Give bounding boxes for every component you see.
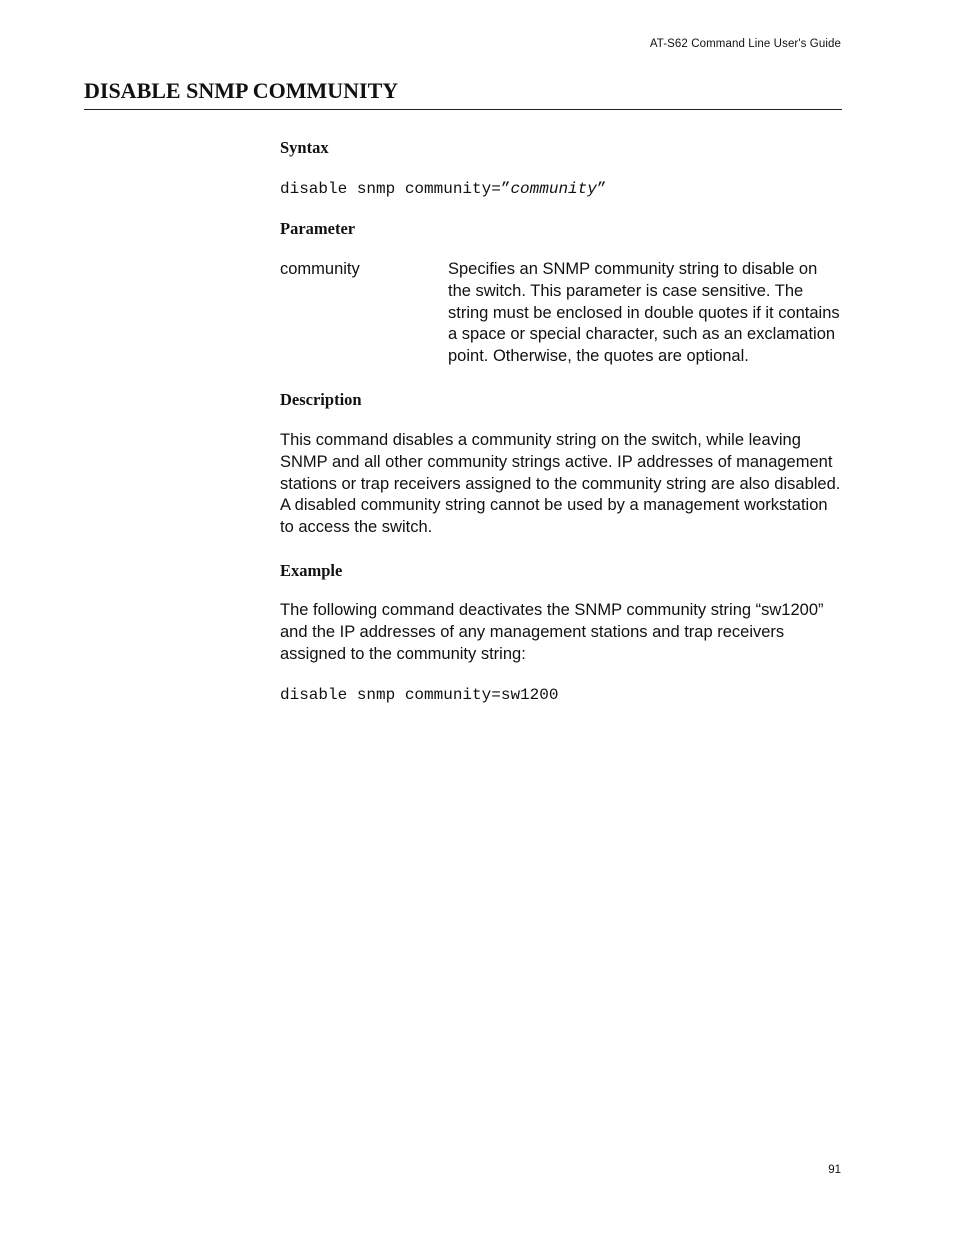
running-header: AT-S62 Command Line User's Guide (649, 38, 841, 50)
title-rule (84, 109, 842, 110)
parameter-name: community (280, 260, 360, 278)
example-text: The following command deactivates the SNMP community string “sw1200” and the IP addresses of any management stations and trap receivers assigned to the community string: (280, 600, 824, 663)
parameter-heading: Parameter (280, 219, 356, 238)
parameter-description: Specifies an SNMP community string to disable on the switch. This parameter is case sensitive. The string must be enclosed in double quotes if it contains a space or special character, such as an exclamation point. Otherwise, the quotes are optional. (448, 260, 840, 366)
syntax-heading: Syntax (280, 138, 329, 157)
section-title: DISABLE SNMP COMMUNITY (84, 78, 399, 103)
example-heading: Example (280, 560, 343, 580)
description-text: This command disables a community string on the switch, while leaving SNMP and all other community strings active. IP addresses of management stations or trap receivers assigned to the community string are also disabled. A disabled community string cannot be used by a management workstation to access the switch. (280, 430, 841, 537)
parameter-row (280, 259, 842, 368)
syntax-code-prefix: disable snmp community=” (280, 180, 511, 198)
page-number: 91 (828, 1164, 841, 1176)
example-code: disable snmp community=sw1200 (280, 686, 559, 705)
description-heading: Description (280, 389, 362, 409)
syntax-code-param: community (510, 180, 597, 198)
syntax-code (280, 179, 842, 199)
section-content (280, 138, 842, 705)
syntax-code-suffix: ” (596, 180, 607, 198)
